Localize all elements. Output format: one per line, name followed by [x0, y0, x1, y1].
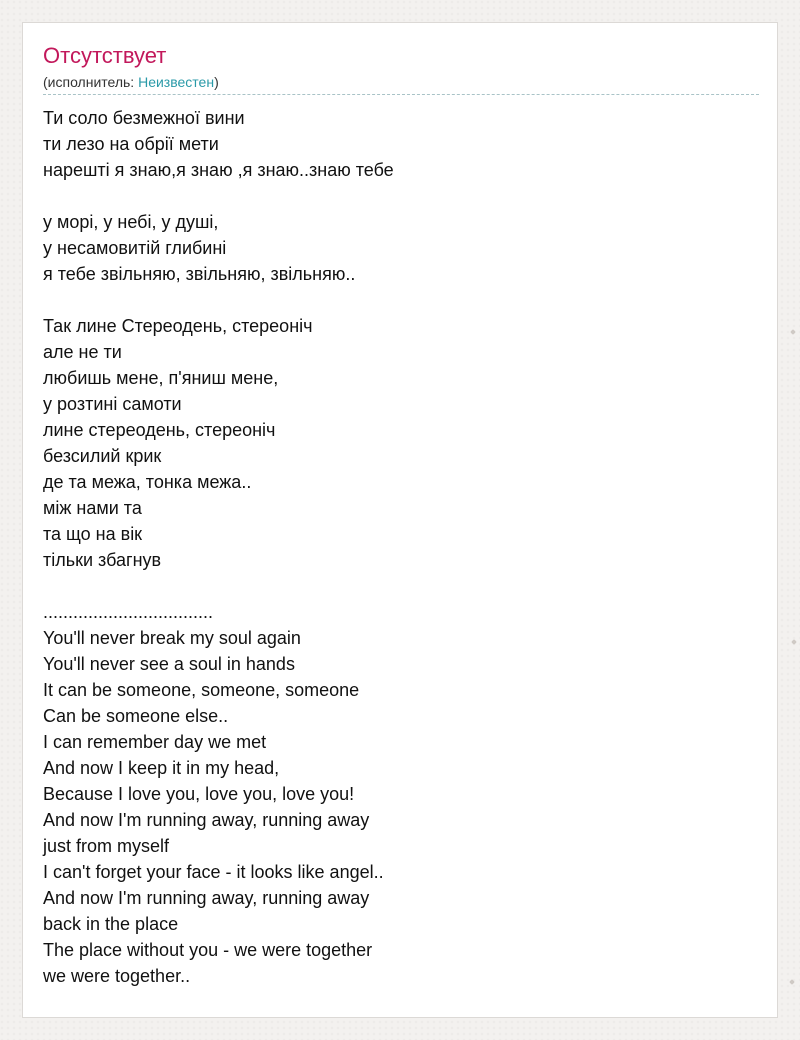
- lyric-line: у розтині самоти: [43, 394, 182, 414]
- lyric-line: Can be someone else..: [43, 706, 229, 726]
- lyric-line: та що на вік: [43, 524, 143, 544]
- lyric-line: у несамовитій глибині: [43, 238, 227, 258]
- lyric-line: And now I keep it in my head,: [43, 758, 280, 778]
- lyric-line: we were together..: [43, 966, 191, 986]
- lyric-line: любишь мене, п'яниш мене,: [43, 368, 279, 388]
- background-texture-mark: [789, 979, 795, 985]
- artist-line: [43, 73, 219, 91]
- lyric-line: лине стереодень, стереоніч: [43, 420, 276, 440]
- artist-label-close: ): [214, 74, 219, 90]
- lyric-line: It can be someone, someone, someone: [43, 680, 360, 700]
- header-divider: [43, 94, 759, 95]
- lyrics-card: [22, 22, 778, 1018]
- lyric-line: [43, 287, 759, 313]
- song-title: Отсутствует: [43, 43, 167, 68]
- lyric-line: Так лине Стереодень, стереоніч: [43, 316, 313, 336]
- lyric-line: I can't forget your face - it looks like angel..: [43, 862, 384, 882]
- lyric-line: You'll never see a soul in hands: [43, 654, 295, 674]
- lyric-line: у морі, у небі, у душі,: [43, 212, 219, 232]
- lyric-line: безсилий крик: [43, 446, 162, 466]
- lyric-line: Because I love you, love you, love you!: [43, 784, 355, 804]
- lyric-line: back in the place: [43, 914, 179, 934]
- lyric-line: [43, 183, 759, 209]
- artist-link[interactable]: Неизвестен: [138, 74, 215, 90]
- lyric-line: And now I'm running away, running away: [43, 888, 370, 908]
- lyric-line: я тебе звільняю, звільняю, звільняю..: [43, 264, 356, 284]
- lyric-line: нарешті я знаю,я знаю ,я знаю..знаю тебе: [43, 160, 394, 180]
- lyric-line: just from myself: [43, 836, 170, 856]
- lyric-line: The place without you - we were together: [43, 940, 373, 960]
- lyric-line: You'll never break my soul again: [43, 628, 301, 648]
- artist-label-open: (исполнитель:: [43, 74, 139, 90]
- background-texture-mark: [790, 329, 796, 335]
- lyric-line: ..................................: [43, 602, 214, 622]
- background-texture-mark: [791, 639, 797, 645]
- lyric-line: тільки збагнув: [43, 550, 162, 570]
- lyric-line: ти лезо на обрії мети: [43, 134, 219, 154]
- lyric-line: Ти соло безмежної вини: [43, 108, 245, 128]
- lyric-line: між нами та: [43, 498, 142, 518]
- lyric-line: And now I'm running away, running away: [43, 810, 370, 830]
- lyric-line: [43, 573, 759, 599]
- lyrics-text: [43, 105, 759, 989]
- lyric-line: але не ти: [43, 342, 122, 362]
- lyric-line: де та межа, тонка межа..: [43, 472, 252, 492]
- lyric-line: I can remember day we met: [43, 732, 267, 752]
